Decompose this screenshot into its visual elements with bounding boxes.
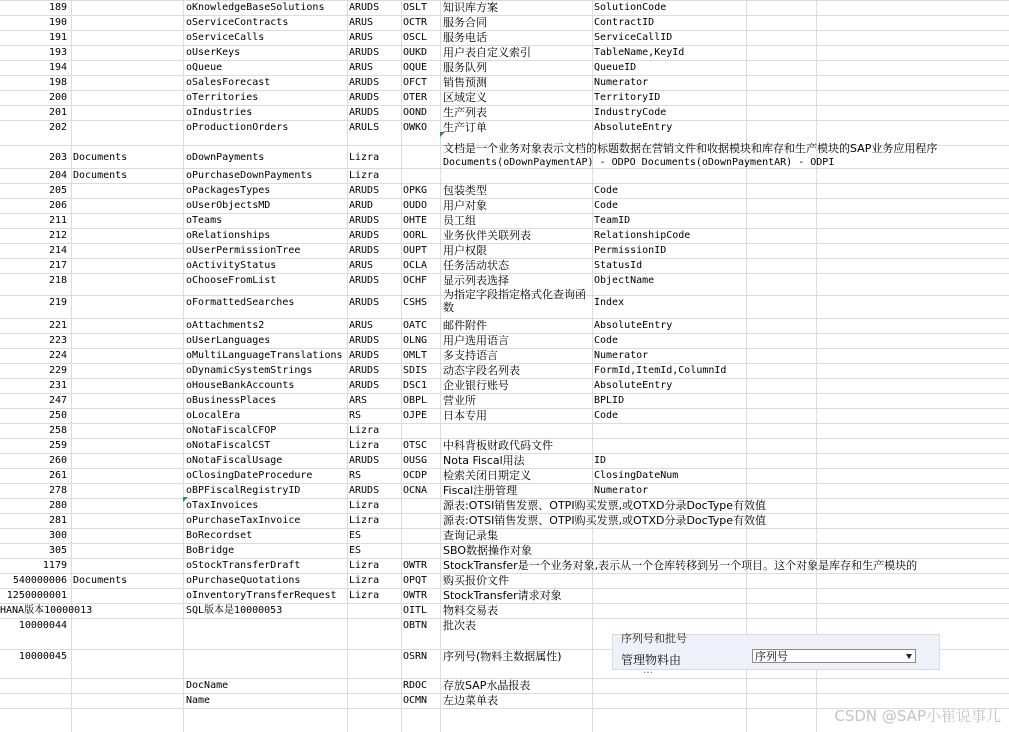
cell-description: 物料交易表 (443, 604, 498, 617)
cell-table-code: OUKD (403, 47, 428, 58)
cell-key-field: ClosingDateNum (594, 470, 679, 481)
row-divider (0, 213, 1009, 214)
row-divider (0, 348, 1009, 349)
cell-operations: ARUDS (349, 297, 380, 308)
cell-object-id: 278 (48, 485, 67, 496)
row-divider (0, 693, 1009, 694)
cell-object-id: 191 (48, 32, 67, 43)
cell-description: 检索关闭日期定义 (443, 469, 531, 482)
cell-operations: ES (349, 530, 362, 541)
cell-description: 企业银行账号 (443, 379, 509, 392)
cell-description: 存放SAP水晶报表 (443, 679, 531, 692)
cell-description: 左边菜单表 (443, 694, 498, 707)
column-divider (440, 0, 441, 732)
cell-table-code: OHTE (403, 215, 428, 226)
cell-operations: ARS (349, 395, 368, 406)
cell-category: Documents (73, 152, 128, 163)
cell-table-code: OCNA (403, 485, 428, 496)
cell-object-name: oUserKeys (186, 47, 241, 58)
cell-object-id: 261 (48, 470, 67, 481)
cell-object-name: oQueue (186, 62, 223, 73)
cell-description: 日本专用 (443, 409, 487, 422)
cell-description: StockTransfer是一个业务对象,表示从一个仓库转移到另一个项目。这个对象是库存和生产模块的 (443, 559, 918, 572)
cell-object-name: oLocalEra (186, 410, 241, 421)
cell-table-code: RDOC (403, 680, 428, 691)
cell-key-field: IndustryCode (594, 107, 667, 118)
row-divider (0, 198, 1009, 199)
cell-operations: Lizra (349, 440, 380, 451)
cell-description: 动态字段名列表 (443, 364, 520, 377)
cell-operations: ARUDS (349, 92, 380, 103)
cell-object-id: 205 (48, 185, 67, 196)
cell-operations: ARUDS (349, 47, 380, 58)
cell-object-id: 260 (48, 455, 67, 466)
cell-description: Nota Fiscal用法 (443, 454, 525, 467)
cell-operations: ARUS (349, 260, 374, 271)
cell-object-id: 1250000001 (6, 590, 67, 601)
cell-object-id: 259 (48, 440, 67, 451)
column-divider (592, 0, 593, 732)
cell-description: 员工组 (443, 214, 476, 227)
cell-description: Fiscal注册管理 (443, 484, 518, 497)
cell-description: 源表:OTSI销售发票、OTPI购买发票,或OTXD分录DocType有效值 (443, 514, 766, 527)
cell-operations: ARULS (349, 122, 380, 133)
cell-object-name: oFormattedSearches (186, 297, 295, 308)
embedded-section-label: 序列号和批号 (621, 632, 687, 645)
cell-object-id: 10000044 (18, 620, 67, 631)
row-divider (0, 528, 1009, 529)
cell-description: 批次表 (443, 619, 476, 632)
cell-key-field: ServiceCallID (594, 32, 673, 43)
cell-key-field: StatusId (594, 260, 643, 271)
row-divider (0, 105, 1009, 106)
cell-description: 多支持语言 (443, 349, 498, 362)
cell-object-name: oChooseFromList (186, 275, 277, 286)
cell-description: 为指定字段指定格式化查询函数 (443, 288, 586, 314)
column-divider (71, 0, 72, 732)
cell-object-id: 212 (48, 230, 67, 241)
row-divider (0, 75, 1009, 76)
cell-operations: ES (349, 545, 362, 556)
cell-object-name: oStockTransferDraft (186, 560, 301, 571)
cut-off-text: … (643, 665, 653, 676)
row-divider (0, 30, 1009, 31)
cell-object-name: oInventoryTransferRequest (186, 590, 337, 601)
cell-object-name: oDynamicSystemStrings (186, 365, 313, 376)
cell-description: 用户表自定义索引 (443, 46, 531, 59)
cell-operations: Lizra (349, 575, 380, 586)
cell-object-id: 229 (48, 365, 67, 376)
cell-object-id: 540000006 (12, 575, 67, 586)
cell-key-field: TableName,KeyId (594, 47, 685, 58)
cell-object-name: oHouseBankAccounts (186, 380, 295, 391)
cell-table-code: OCTR (403, 17, 428, 28)
cell-description: 用户对象 (443, 199, 487, 212)
cell-operations: Lizra (349, 152, 380, 163)
cell-object-name: oBusinessPlaces (186, 395, 277, 406)
row-divider (0, 318, 1009, 319)
cell-operations: ARUS (349, 32, 374, 43)
cell-operations: ARUDS (349, 107, 380, 118)
cell-description: 区域定义 (443, 91, 487, 104)
cell-description: 生产列表 (443, 106, 487, 119)
cell-object-name: BoBridge (186, 545, 235, 556)
cell-table-code: OUPT (403, 245, 428, 256)
cell-object-id: 190 (48, 17, 67, 28)
cell-object-name: oServiceCalls (186, 32, 265, 43)
cell-description: 业务伙伴关联列表 (443, 229, 531, 242)
cell-description: 营业所 (443, 394, 476, 407)
column-divider (816, 0, 817, 732)
cell-description: 邮件附件 (443, 319, 487, 332)
cell-object-name: oNotaFiscalCST (186, 440, 271, 451)
cell-object-name: oPurchaseQuotations (186, 575, 301, 586)
cell-object-id: 224 (48, 350, 67, 361)
cell-key-field: Index (594, 297, 625, 308)
row-divider (0, 603, 1009, 604)
cell-object-name: oTaxInvoices (186, 500, 259, 511)
column-divider (183, 0, 184, 732)
manage-item-by-label: 管理物料由 (621, 653, 682, 667)
cell-description: 销售预测 (443, 76, 487, 89)
cell-table-code: OOND (403, 107, 428, 118)
cell-object-id: 10000045 (18, 651, 67, 662)
cell-key-field: BPLID (594, 395, 625, 406)
cell-table-code: OORL (403, 230, 428, 241)
cell-description-line2: Documents(oDownPaymentAP) - ODPO Documents(oDownPaymentAR) - ODPI (443, 157, 835, 168)
cell-description: 中科背板财政代码文件 (443, 439, 553, 452)
cell-table-code: OCDP (403, 470, 428, 481)
cell-object-id: 189 (48, 2, 67, 13)
cell-object-id: 211 (48, 215, 67, 226)
cell-object-id: 202 (48, 122, 67, 133)
column-divider (401, 0, 402, 732)
cell-object-name: DocName (186, 680, 229, 691)
cell-object-id: 193 (48, 47, 67, 58)
cell-object-id: 231 (48, 380, 67, 391)
cell-object-name: oDownPayments (186, 152, 265, 163)
cell-operations: ARUDS (349, 185, 380, 196)
cell-table-code: OPQT (403, 575, 428, 586)
cell-key-field: AbsoluteEntry (594, 380, 673, 391)
cell-object-id: 305 (48, 545, 67, 556)
row-divider (0, 90, 1009, 91)
cell-description: 序列号(物料主数据属性) (443, 650, 562, 663)
cell-operations: ARUDS (349, 485, 380, 496)
cell-object-id: 218 (48, 275, 67, 286)
cell-description: 服务队列 (443, 61, 487, 74)
cell-table-code: OCMN (403, 695, 428, 706)
cell-key-field: ContractID (594, 17, 655, 28)
cell-object-name: oIndustries (186, 107, 253, 118)
cell-key-field: TerritoryID (594, 92, 661, 103)
cell-object-name: oPurchaseDownPayments (186, 170, 313, 181)
cell-operations: ARUD (349, 200, 374, 211)
cell-key-field: PermissionID (594, 245, 667, 256)
cell-operations: Lizra (349, 500, 380, 511)
cell-operations: Lizra (349, 590, 380, 601)
cell-description: 文档是一个业务对象表示文档的标题数据在营销文件和收据模块和库存和生产模块的SAP业务应用程序 (443, 142, 938, 155)
cell-object-name: oPurchaseTaxInvoice (186, 515, 301, 526)
cell-object-id: 214 (48, 245, 67, 256)
cell-description: 查询记录集 (443, 529, 498, 542)
column-divider (347, 0, 348, 732)
cell-operations: ARUS (349, 17, 374, 28)
cell-table-code: OBTN (403, 620, 428, 631)
cell-object-name: Name (186, 695, 211, 706)
cell-object-id: 206 (48, 200, 67, 211)
cell-key-field: Code (594, 335, 619, 346)
watermark: CSDN @SAP小崔说事儿 (834, 707, 1001, 725)
cell-object-id: 198 (48, 77, 67, 88)
cell-key-field: Code (594, 410, 619, 421)
cell-object-id: 280 (48, 500, 67, 511)
cell-description: SBO数据操作对象 (443, 544, 532, 557)
cell-key-field: Code (594, 185, 619, 196)
cell-table-code: OSLT (403, 2, 428, 13)
cell-description: 生产订单 (443, 121, 487, 134)
cell-operations: RS (349, 410, 362, 421)
cell-key-field: QueueID (594, 62, 637, 73)
cell-object-id: 247 (48, 395, 67, 406)
cell-table-code: OSRN (403, 651, 428, 662)
cell-object-name: BoRecordset (186, 530, 253, 541)
cell-table-code: SDIS (403, 365, 428, 376)
cell-operations: Lizra (349, 515, 380, 526)
cell-operations: ARUDS (349, 215, 380, 226)
row-divider (0, 423, 1009, 424)
cell-operations: ARUDS (349, 455, 380, 466)
cell-object-id: 194 (48, 62, 67, 73)
cell-key-field: ObjectName (594, 275, 655, 286)
cell-object-id: HANA版本10000013 (0, 605, 93, 616)
cell-object-name: oKnowledgeBaseSolutions (186, 2, 325, 13)
cell-operations: Lizra (349, 560, 380, 571)
cell-table-code: CSHS (403, 297, 428, 308)
cell-operations: ARUDS (349, 335, 380, 346)
row-divider (0, 0, 1009, 1)
cell-object-id: 281 (48, 515, 67, 526)
cell-description: 用户选用语言 (443, 334, 509, 347)
column-divider (746, 0, 747, 732)
cell-table-code: OATC (403, 320, 428, 331)
cell-table-code: OWTR (403, 560, 428, 571)
cell-object-name: SQL版本是10000053 (186, 605, 283, 616)
cell-object-id: 217 (48, 260, 67, 271)
cell-key-field: AbsoluteEntry (594, 320, 673, 331)
cell-description: StockTransfer请求对象 (443, 589, 562, 602)
chevron-down-icon (906, 654, 912, 659)
cell-object-id: 221 (48, 320, 67, 331)
cell-object-id: 1179 (42, 560, 67, 571)
cell-table-code: OPKG (403, 185, 428, 196)
cell-table-code: OTSC (403, 440, 428, 451)
cell-table-code: OMLT (403, 350, 428, 361)
cell-object-name: oProductionOrders (186, 122, 289, 133)
cell-operations: ARUDS (349, 2, 380, 13)
cell-operations: Lizra (349, 170, 380, 181)
cell-operations: Lizra (349, 425, 380, 436)
cell-table-code: OQUE (403, 62, 428, 73)
cell-object-id: 201 (48, 107, 67, 118)
cell-description: 用户权限 (443, 244, 487, 257)
cell-object-name: oTeams (186, 215, 223, 226)
row-divider (0, 183, 1009, 184)
cell-object-name: oUserPermissionTree (186, 245, 301, 256)
cell-table-code: DSC1 (403, 380, 428, 391)
cell-table-code: OITL (403, 605, 428, 616)
cell-object-name: oActivityStatus (186, 260, 277, 271)
cell-object-name: oAttachments2 (186, 320, 265, 331)
row-divider (0, 393, 1009, 394)
row-divider (0, 120, 1009, 121)
cell-object-id: 223 (48, 335, 67, 346)
cell-description: 服务电话 (443, 31, 487, 44)
cell-object-name: oNotaFiscalCFOP (186, 425, 277, 436)
cell-object-name: oPackagesTypes (186, 185, 271, 196)
row-divider (0, 60, 1009, 61)
cell-category: Documents (73, 575, 128, 586)
cell-operations: ARUDS (349, 365, 380, 376)
cell-object-name: oTerritories (186, 92, 259, 103)
cell-table-code: OUDO (403, 200, 428, 211)
cell-table-code: OWKO (403, 122, 428, 133)
cell-table-code: OLNG (403, 335, 428, 346)
cell-key-field: ID (594, 455, 607, 466)
cell-key-field: FormId,ItemId,ColumnId (594, 365, 727, 376)
cell-operations: ARUDS (349, 230, 380, 241)
cell-operations: ARUDS (349, 350, 380, 361)
cell-key-field: RelationshipCode (594, 230, 691, 241)
cell-table-code: OTER (403, 92, 428, 103)
cell-object-name: oServiceContracts (186, 17, 289, 28)
cell-table-code: OJPE (403, 410, 428, 421)
cell-object-name: oNotaFiscalUsage (186, 455, 283, 466)
cell-key-field: AbsoluteEntry (594, 122, 673, 133)
cell-table-code: OWTR (403, 590, 428, 601)
cell-operations: ARUDS (349, 77, 380, 88)
cell-object-name: oUserLanguages (186, 335, 271, 346)
cell-description: 包装类型 (443, 184, 487, 197)
cell-object-name: oClosingDateProcedure (186, 470, 313, 481)
cell-object-id: 203 (48, 152, 67, 163)
cell-operations: ARUDS (349, 245, 380, 256)
cell-description: 购买报价文件 (443, 574, 509, 587)
cell-category: Documents (73, 170, 128, 181)
cell-table-code: OCLA (403, 260, 428, 271)
cell-key-field: SolutionCode (594, 2, 667, 13)
row-divider (0, 408, 1009, 409)
cell-operations: ARUDS (349, 380, 380, 391)
cell-object-id: 204 (48, 170, 67, 181)
cell-description: 知识库方案 (443, 1, 498, 14)
cell-object-name: oRelationships (186, 230, 271, 241)
row-divider (0, 243, 1009, 244)
comment-indicator-icon[interactable] (440, 132, 445, 137)
cell-object-id: 300 (48, 530, 67, 541)
cell-description: 服务合同 (443, 16, 487, 29)
cell-operations: ARUDS (349, 275, 380, 286)
cell-table-code: OCHF (403, 275, 428, 286)
cell-description: 任务活动状态 (443, 259, 509, 272)
cell-key-field: Code (594, 200, 619, 211)
cell-key-field: Numerator (594, 77, 649, 88)
cell-key-field: Numerator (594, 485, 649, 496)
cell-table-code: OSCL (403, 32, 428, 43)
cell-description: 源表:OTSI销售发票、OTPI购买发票,或OTXD分录DocType有效值 (443, 499, 766, 512)
embedded-sap-screenshot (612, 632, 940, 676)
cell-operations: RS (349, 470, 362, 481)
cell-description: 显示列表选择 (443, 274, 509, 287)
manage-item-by-select[interactable] (752, 649, 916, 663)
cell-object-id: 200 (48, 92, 67, 103)
row-divider (0, 618, 1009, 619)
cell-object-id: 250 (48, 410, 67, 421)
cell-operations: ARUS (349, 62, 374, 73)
comment-indicator-icon[interactable] (183, 497, 188, 502)
cell-table-code: OBPL (403, 395, 428, 406)
cell-key-field: Numerator (594, 350, 649, 361)
cell-object-name: oUserObjectsMD (186, 200, 271, 211)
cell-object-id: 219 (48, 297, 67, 308)
cell-object-id: 258 (48, 425, 67, 436)
cell-table-code: OUSG (403, 455, 428, 466)
cell-object-name: oMultiLanguageTranslations (186, 350, 343, 361)
cell-object-name: oBPFiscalRegistryID (186, 485, 301, 496)
cell-key-field: TeamID (594, 215, 631, 226)
row-divider (0, 15, 1009, 16)
select-value: 序列号 (755, 650, 788, 663)
cell-table-code: OFCT (403, 77, 428, 88)
cell-operations: ARUS (349, 320, 374, 331)
cell-object-name: oSalesForecast (186, 77, 271, 88)
